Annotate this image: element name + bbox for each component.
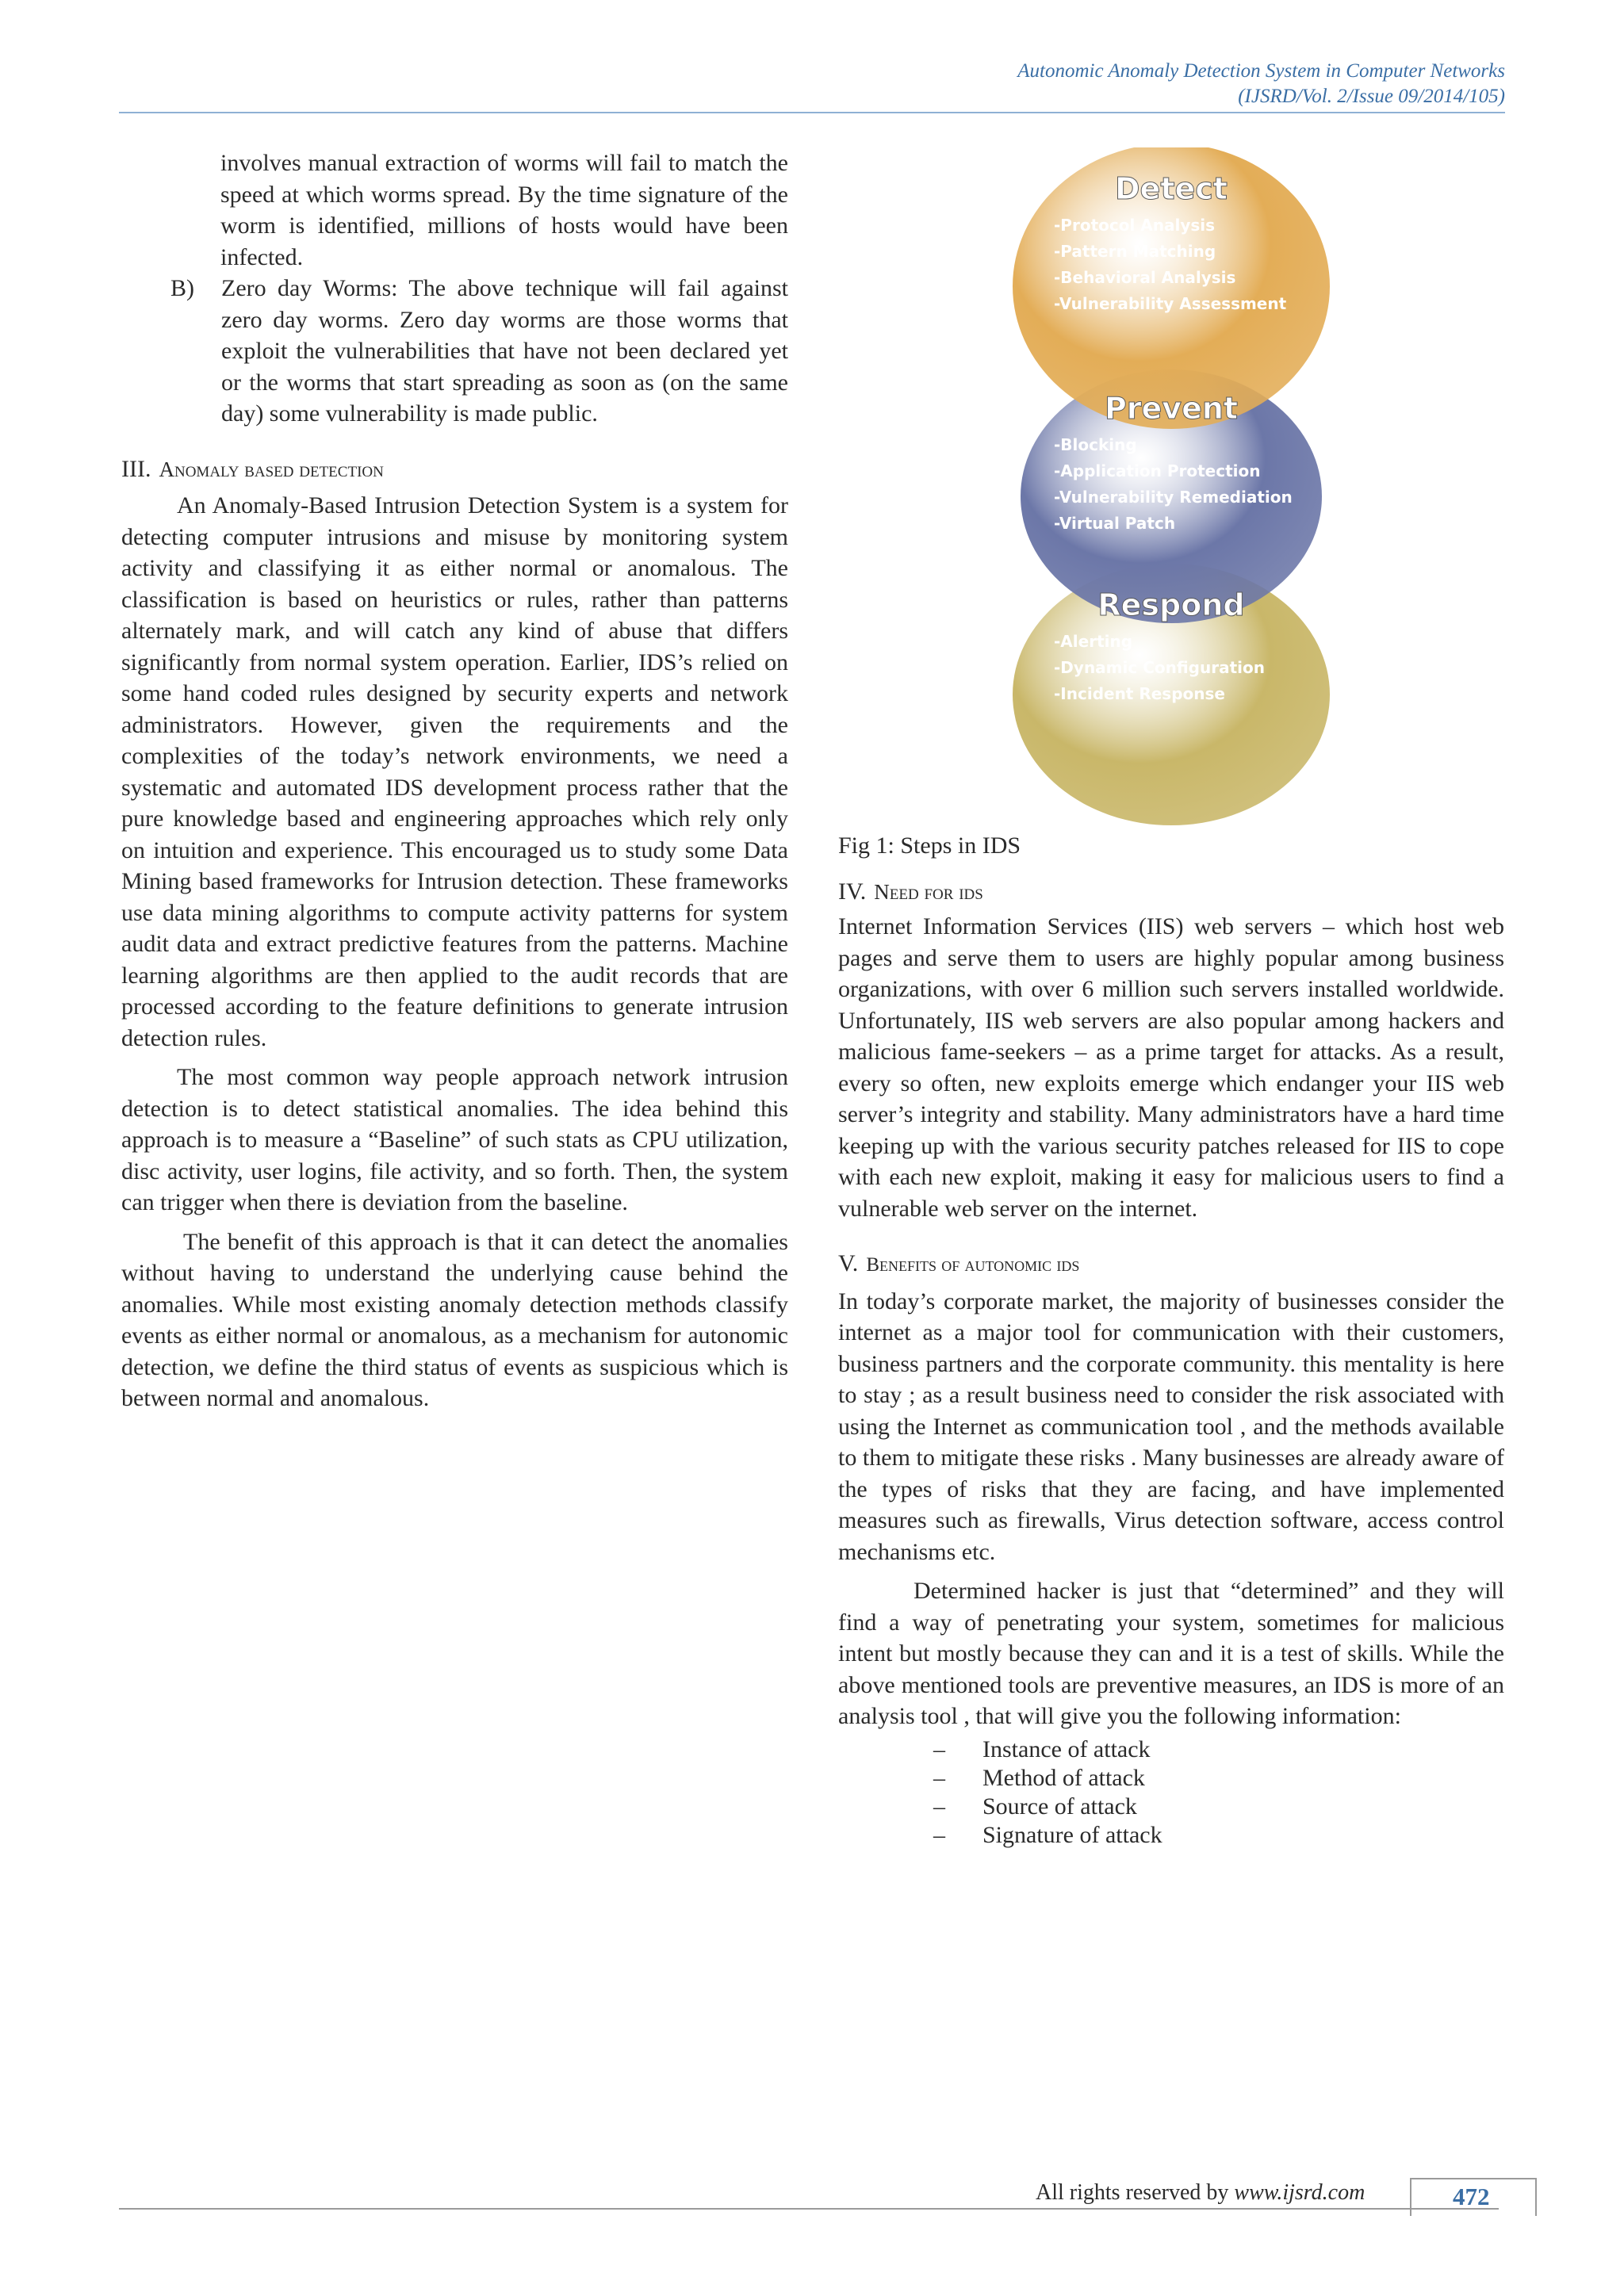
section-number: V.	[838, 1250, 859, 1276]
dash-bullet-icon: –	[933, 1764, 945, 1791]
stage-prevent-title: Prevent	[1104, 391, 1239, 426]
stage-detect-title: Detect	[1115, 171, 1228, 206]
list-item: – Source of attack	[933, 1793, 1137, 1820]
dash-bullet-icon: –	[933, 1793, 945, 1820]
stage-item: -Vulnerability Remediation	[1054, 488, 1293, 507]
page-number: 472	[1410, 2178, 1537, 2216]
section-title: Need for ids	[874, 879, 983, 904]
dash-bullet-icon: –	[933, 1735, 945, 1762]
stage-item: -Behavioral Analysis	[1054, 268, 1236, 287]
section-heading-need	[838, 876, 1504, 909]
dash-bullet-icon: –	[933, 1821, 945, 1848]
stage-item: -Pattern Matching	[1054, 242, 1216, 261]
paragraph: In today’s corporate market, the majority of businesses consider the internet as a major tool for communication with their customers, business partners and the corporate community. this mentality is here to stay ; as a result business need to consider the risk associated with using the Internet as communication tool , and the methods available to them to mitigate these risks . Many businesses are already aware of the types of risks that they are facing, and have implemented measures such as firewalls, Virus detection software, access control mechanisms etc.	[838, 1288, 1504, 1565]
header-title: Autonomic Anomaly Detection System in Computer Networks	[1017, 60, 1505, 82]
right-column	[838, 147, 1504, 1850]
list-item-text: Zero day Worms: The above technique will fail against zero day worms. Zero day worms are those worms that exploit the vulnerabilities that have not been declared yet or the worms that start spreading as soon as (on the same day) some vulnerability is made public.	[221, 275, 788, 427]
stage-item: -Vulnerability Assessment	[1054, 294, 1287, 313]
section-number: III.	[121, 455, 151, 482]
paragraph: The most common way people approach network intrusion detection is to detect statistical anomalies. The idea behind this approach is to measure a “Baseline” of such stats as CPU utilization, disc activity, user logins, file activity, and so forth. Then, the system can trigger when there is deviation from the baseline.	[121, 1064, 788, 1215]
list-item-label: B)	[170, 275, 194, 301]
section-title: Anomaly based detection	[159, 457, 384, 481]
stage-respond-title: Respond	[1097, 587, 1245, 622]
section-number: IV.	[838, 878, 867, 905]
list-item: – Instance of attack	[933, 1735, 1151, 1762]
paragraph: Internet Information Services (IIS) web servers – which host web pages and serve them to users are highly popular among business organizations, with over 6 million such servers installed worldwide. Unfortunately, IIS web servers are also popular among hackers and malicious fame-seekers – as a prime target for attacks. As a result, every so often, new exploits emerge which endanger your IIS web server’s integrity and stability. Many administrators have a hard time keeping up with the various security patches released for IIS to cope with each new exploit, making it easy for malicious users to find a vulnerable web server on the internet.	[838, 913, 1504, 1222]
footer-rights: All rights reserved by www.ijsrd.com	[1036, 2180, 1365, 2205]
worm-list-continuation: involves manual extraction of worms will fail to match the speed at which worms spread. By the time signature of the worm is identified, millions of hosts would have been infected.	[220, 150, 788, 270]
stage-item: -Incident Response	[1054, 684, 1225, 703]
section-title: Benefits of autonomic ids	[866, 1254, 1080, 1276]
paragraph: Determined hacker is just that “determined” and they will find a way of penetrating your system, sometimes for malicious intent but mostly because they can and it is a test of skills. While the above mentioned tools are preventive measures, an IDS is more of an analysis tool , that will give you the following information:	[838, 1578, 1504, 1729]
figure-caption: Fig 1: Steps in IDS	[838, 832, 1021, 859]
stage-item: -Application Protection	[1054, 461, 1261, 480]
section-heading-benefits	[838, 1248, 1504, 1281]
paragraph: The benefit of this approach is that it can detect the anomalies without having to understand the underlying cause behind the anomalies. While most existing anomaly detection methods classify events as either normal or anomalous, as a mechanism for autonomic detection, we define the third status of events as suspicious which is between normal and anomalous.	[121, 1228, 788, 1411]
stage-item: -Alerting	[1054, 632, 1133, 651]
stage-item: -Blocking	[1054, 435, 1137, 454]
paragraph: An Anomaly-Based Intrusion Detection System is a system for detecting computer intrusions and misuse by monitoring system activity and classifying it as either normal or anomalous. The classification is based on heuristics or rules, rather than patterns alternately mark, and will catch any kind of abuse that differs significantly from normal system operation. Earlier, IDS’s relied on some hand coded rules designed by security experts and network administrators. However, given the requirements and the complexities of the today’s network environments, we need a systematic and automated IDS development process rather that the pure knowledge based and engineering approaches which rely only on intuition and experience. This encouraged us to study some Data Mining based frameworks for Intrusion detection. These frameworks use data mining algorithms to compute activity patterns for system audit data and extract predictive features from the patterns. Machine learning algorithms are then applied to the audit records that are processed according to the feature definitions to generate intrusion detection rules.	[121, 492, 788, 1051]
running-header	[1017, 59, 1505, 109]
header-divider	[119, 112, 1505, 113]
figure-steps-in-ids	[981, 147, 1362, 825]
footer-site-link[interactable]: www.ijsrd.com	[1234, 2180, 1365, 2205]
stage-item: -Dynamic Configuration	[1054, 658, 1265, 677]
stage-item: -Virtual Patch	[1054, 514, 1176, 533]
section-heading-anomaly	[121, 453, 788, 486]
left-column	[121, 147, 788, 1414]
info-list	[838, 1735, 1504, 1850]
list-item: – Method of attack	[933, 1764, 1145, 1791]
list-item: – Signature of attack	[933, 1821, 1162, 1848]
ids-stages-diagram	[981, 147, 1362, 825]
stage-item: -Protocol Analysis	[1054, 216, 1216, 235]
list-item-b	[121, 273, 788, 430]
header-citation: (IJSRD/Vol. 2/Issue 09/2014/105)	[1238, 86, 1505, 107]
footer-divider	[119, 2208, 1499, 2210]
